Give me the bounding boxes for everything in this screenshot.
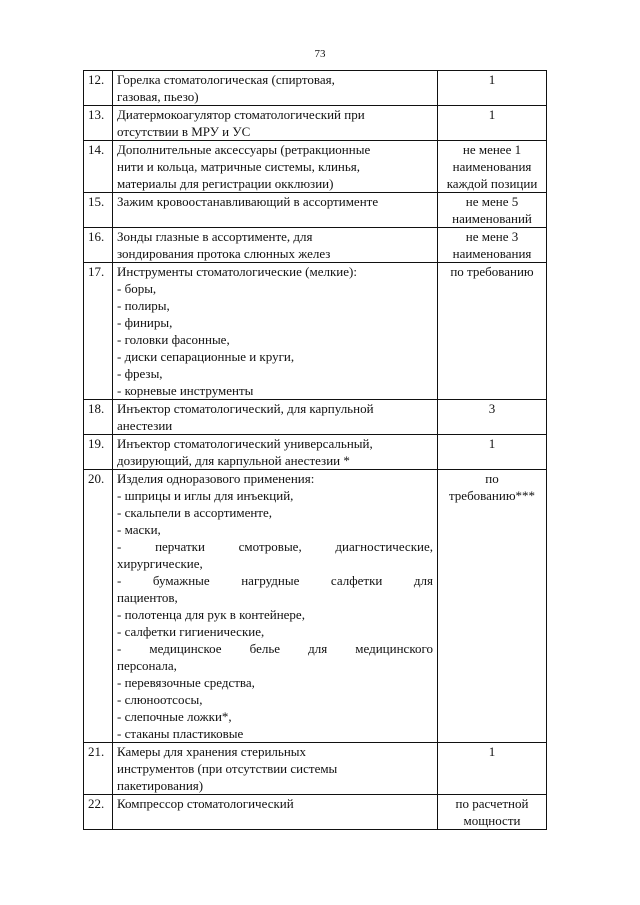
item-name-line: - слюноотсосы, <box>117 692 203 707</box>
table-row <box>84 743 547 795</box>
item-quantity-cell <box>438 193 547 228</box>
item-quantity-cell <box>438 795 547 830</box>
item-name-line: Диатермокоагулятор стоматологический при <box>117 107 365 122</box>
item-quantity-line: 1 <box>488 436 496 451</box>
equipment-table <box>83 70 547 830</box>
item-name-line: - корневые инструменты <box>117 383 254 398</box>
table-row <box>84 470 547 743</box>
item-name-line: Зажим кровоостанавливающий в ассортименте <box>117 194 379 209</box>
item-name-cell <box>113 263 438 400</box>
item-name-line: Инструменты стоматологические (мелкие): <box>117 264 357 279</box>
item-quantity-cell <box>438 435 547 470</box>
table-row <box>84 435 547 470</box>
item-name-line: отсутствии в МРУ и УС <box>117 124 251 139</box>
item-name-line: пациентов, <box>117 590 178 605</box>
item-name-line: Инъектор стоматологический универсальный, <box>117 436 373 451</box>
item-quantity-cell <box>438 71 547 106</box>
item-name-line: - финиры, <box>117 315 173 330</box>
item-quantity-cell <box>438 228 547 263</box>
item-name-line: хирургические, <box>117 556 203 571</box>
item-name-line: Камеры для хранения стерильных <box>117 744 307 759</box>
item-name-cell <box>113 795 438 830</box>
item-name-line: - маски, <box>117 522 161 537</box>
item-name-cell <box>113 470 438 743</box>
item-quantity-line: по требованию <box>450 264 534 279</box>
table-row <box>84 795 547 830</box>
item-name-line: - боры, <box>117 281 157 296</box>
table-row <box>84 400 547 435</box>
item-name-line: Дополнительные аксессуары (ретракционные <box>117 142 371 157</box>
item-quantity-cell <box>438 106 547 141</box>
item-name-line: инструментов (при отсутствии системы <box>117 761 338 776</box>
item-quantity-line: 1 <box>488 744 496 759</box>
item-name-line: - диски сепарационные и круги, <box>117 349 295 364</box>
table-row <box>84 263 547 400</box>
item-quantity-cell <box>438 141 547 193</box>
item-quantity-line: 1 <box>488 107 496 122</box>
table-row <box>84 106 547 141</box>
item-name-cell <box>113 743 438 795</box>
row-number: 20. <box>84 470 113 743</box>
item-quantity-line: наименования <box>452 246 532 261</box>
item-name-line: анестезии <box>117 418 173 433</box>
item-name-line: - скальпели в ассортименте, <box>117 505 273 520</box>
equipment-table-body <box>84 71 547 830</box>
item-quantity-cell <box>438 470 547 743</box>
item-name-cell <box>113 106 438 141</box>
row-number: 15. <box>84 193 113 228</box>
table-row <box>84 71 547 106</box>
item-name-line: материалы для регистрации окклюзии) <box>117 176 334 191</box>
item-name-line: - перевязочные средства, <box>117 675 255 690</box>
row-number: 21. <box>84 743 113 795</box>
item-name-line: - полотенца для рук в контейнере, <box>117 607 305 622</box>
item-name-line: Изделия одноразового применения: <box>117 471 315 486</box>
item-name-line: Инъектор стоматологический, для карпульной <box>117 401 374 416</box>
item-quantity-line: по расчетной <box>455 796 529 811</box>
item-quantity-line: не менее 1 <box>462 142 522 157</box>
item-name-cell <box>113 435 438 470</box>
row-number: 13. <box>84 106 113 141</box>
item-name-line: Зонды глазные в ассортименте, для <box>117 229 313 244</box>
item-quantity-line: наименования <box>452 159 532 174</box>
table-row <box>84 141 547 193</box>
item-name-line: - головки фасонные, <box>117 332 230 347</box>
row-number: 17. <box>84 263 113 400</box>
item-name-line: нити и кольца, матричные системы, клинья, <box>117 159 361 174</box>
item-name-line: - бумажные нагрудные салфетки для <box>117 573 433 588</box>
page-number: 73 <box>314 48 326 60</box>
row-number: 12. <box>84 71 113 106</box>
row-number: 18. <box>84 400 113 435</box>
row-number: 22. <box>84 795 113 830</box>
item-quantity-line: не мене 5 <box>465 194 519 209</box>
item-name-line: дозирующий, для карпульной анестезии * <box>117 453 350 468</box>
item-name-line: - фрезы, <box>117 366 163 381</box>
item-name-line: персонала, <box>117 658 177 673</box>
row-number: 14. <box>84 141 113 193</box>
item-quantity-line: 1 <box>488 72 496 87</box>
item-name-line: - перчатки смотровые, диагностические, <box>117 539 433 554</box>
item-quantity-cell <box>438 743 547 795</box>
item-quantity-cell <box>438 400 547 435</box>
item-name-line: - стаканы пластиковые <box>117 726 244 741</box>
item-name-cell <box>113 400 438 435</box>
item-name-cell <box>113 71 438 106</box>
item-name-line: - медицинское белье для медицинского <box>117 641 433 656</box>
item-name-line: - шприцы и иглы для инъекций, <box>117 488 294 503</box>
table-row <box>84 193 547 228</box>
item-quantity-cell <box>438 263 547 400</box>
item-quantity-line: 3 <box>488 401 496 416</box>
table-row <box>84 228 547 263</box>
item-name-line: Горелка стоматологическая (спиртовая, <box>117 72 335 87</box>
item-name-line: газовая, пьезо) <box>117 89 199 104</box>
item-quantity-line: каждой позиции <box>446 176 538 191</box>
item-quantity-line: не мене 3 <box>465 229 519 244</box>
item-quantity-line: мощности <box>463 813 521 828</box>
item-name-line: - салфетки гигиенические, <box>117 624 265 639</box>
item-name-line: - слепочные ложки*, <box>117 709 232 724</box>
item-name-cell <box>113 228 438 263</box>
item-quantity-line: наименований <box>452 211 532 226</box>
row-number: 16. <box>84 228 113 263</box>
item-name-cell <box>113 141 438 193</box>
item-name-line: пакетирования) <box>117 778 204 793</box>
item-name-line: - полиры, <box>117 298 170 313</box>
item-name-line: Компрессор стоматологический <box>117 796 294 811</box>
row-number: 19. <box>84 435 113 470</box>
item-quantity-line: по требованию*** <box>448 471 536 503</box>
item-name-line: зондирования протока слюнных желез <box>117 246 331 261</box>
item-name-cell <box>113 193 438 228</box>
